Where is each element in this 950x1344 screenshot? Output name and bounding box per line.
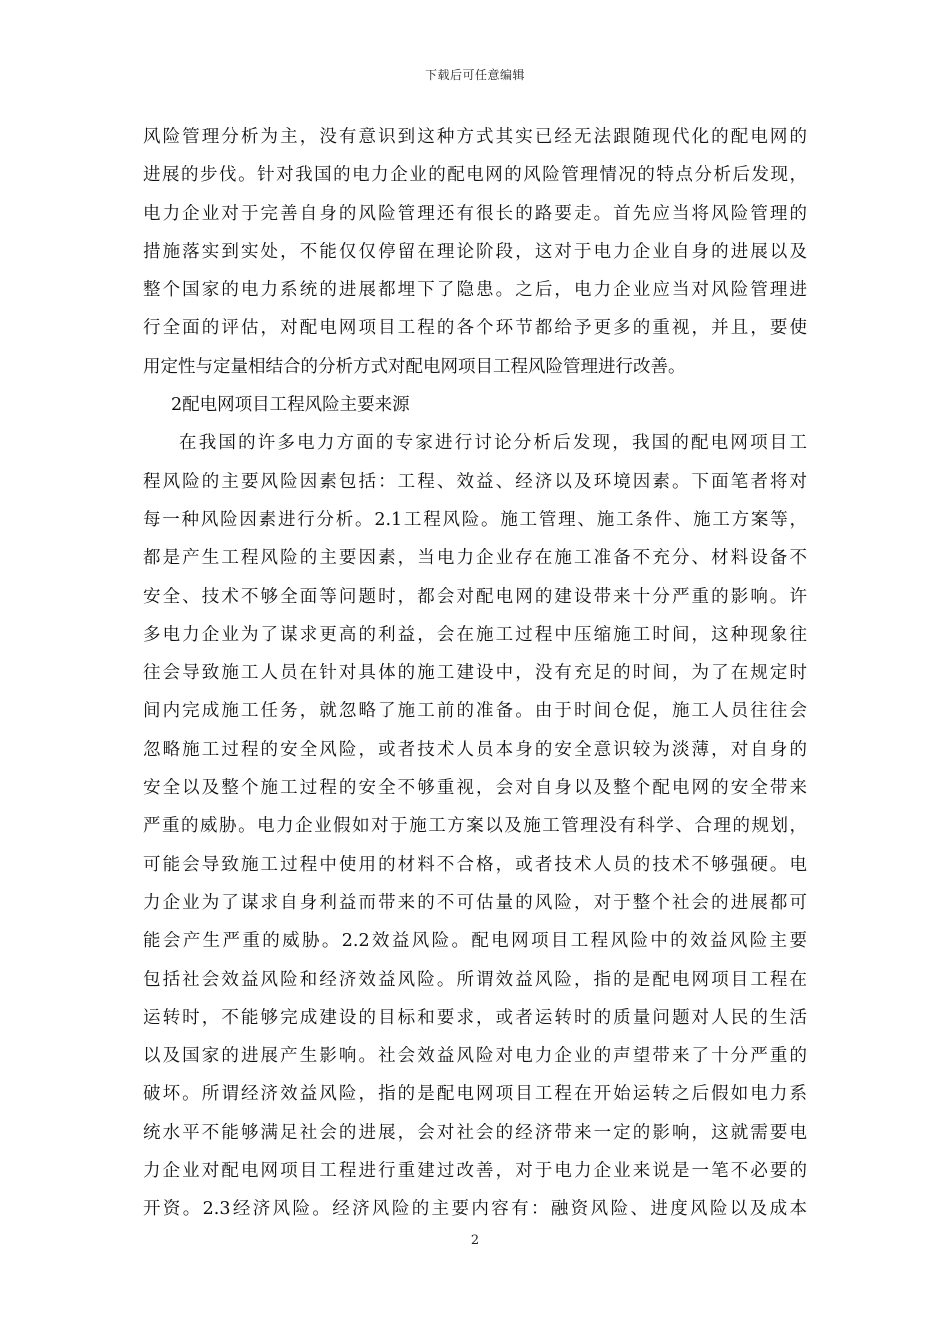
page-header: 下载后可任意编辑 (424, 68, 525, 82)
text-line: 安全以及整个施工过程的安全不够重视，会对自身以及整个配电网的安全带来 (143, 778, 807, 799)
paragraph-1 (143, 118, 807, 386)
text-line: 统水平不能够满足社会的进展，会对社会的经济带来一定的影响，这就需要电 (143, 1122, 807, 1143)
text-line: 可能会导致施工过程中使用的材料不合格，或者技术人员的技术不够强硬。电 (143, 854, 807, 875)
text-line: 开资。2.3经济风险。经济风险的主要内容有：融资风险、进度风险以及成本 (143, 1199, 807, 1220)
text-line: 能会产生严重的威胁。2.2效益风险。配电网项目工程风险中的效益风险主要 (143, 931, 807, 952)
text-line: 力企业对配电网项目工程进行重建过改善，对于电力企业来说是一笔不必要的 (143, 1161, 807, 1182)
text-line: 包括社会效益风险和经济效益风险。所谓效益风险，指的是配电网项目工程在 (143, 969, 807, 990)
text-line: 力企业为了谋求自身利益而带来的不可估量的风险，对于整个社会的进展都可 (143, 892, 807, 913)
text-line: 往会导致施工人员在针对具体的施工建设中，没有充足的时间，为了在规定时 (143, 663, 807, 684)
text-line: 都是产生工程风险的主要因素，当电力企业存在施工准备不充分、材料设备不 (143, 548, 807, 569)
paragraph-2 (143, 424, 807, 1228)
page-number: 2 (470, 1233, 480, 1248)
text-line: 整个国家的电力系统的进展都埋下了隐患。之后，电力企业应当对风险管理进 (143, 280, 807, 301)
text-line: 行全面的评估，对配电网项目工程的各个环节都给予更多的重视，并且，要使 (143, 318, 807, 339)
text-line: 风险管理分析为主，没有意识到这种方式其实已经无法跟随现代化的配电网的 (143, 127, 807, 147)
text-line: 以及国家的进展产生影响。社会效益风险对电力企业的声望带来了十分严重的 (143, 1046, 807, 1067)
text-line: 进展的步伐。针对我国的电力企业的配电网的风险管理情况的特点分析后发现， (143, 165, 807, 186)
text-line: 电力企业对于完善自身的风险管理还有很长的路要走。首先应当将风险管理的 (143, 203, 807, 224)
text-line: 严重的威胁。电力企业假如对于施工方案以及施工管理没有科学、合理的规划， (143, 816, 807, 837)
text-line: 在我国的许多电力方面的专家进行讨论分析后发现，我国的配电网项目工 (179, 433, 807, 454)
text-line: 运转时，不能够完成建设的目标和要求，或者运转时的质量问题对人民的生活 (143, 1007, 807, 1028)
text-line: 程风险的主要风险因素包括：工程、效益、经济以及环境因素。下面笔者将对 (143, 471, 807, 492)
text-line: 忽略施工过程的安全风险，或者技术人员本身的安全意识较为淡薄，对自身的 (143, 739, 807, 760)
text-line: 多电力企业为了谋求更高的利益，会在施工过程中压缩施工时间，这种现象往 (143, 624, 807, 645)
document-body (143, 118, 807, 1229)
text-line: 安全、技术不够全面等问题时，都会对配电网的建设带来十分严重的影响。许 (143, 586, 807, 607)
text-line: 措施落实到实处，不能仅仅停留在理论阶段，这对于电力企业自身的进展以及 (143, 241, 807, 262)
section-heading: 2配电网项目工程风险主要来源 (171, 395, 410, 416)
text-line: 破坏。所谓经济效益风险，指的是配电网项目工程在开始运转之后假如电力系 (143, 1084, 807, 1105)
text-line: 间内完成施工任务，就忽略了施工前的准备。由于时间仓促，施工人员往往会 (143, 701, 807, 722)
text-line: 用定性与定量相结合的分析方式对配电网项目工程风险管理进行改善。 (143, 356, 686, 377)
text-line: 每一种风险因素进行分析。2.1工程风险。施工管理、施工条件、施工方案等， (143, 509, 807, 530)
